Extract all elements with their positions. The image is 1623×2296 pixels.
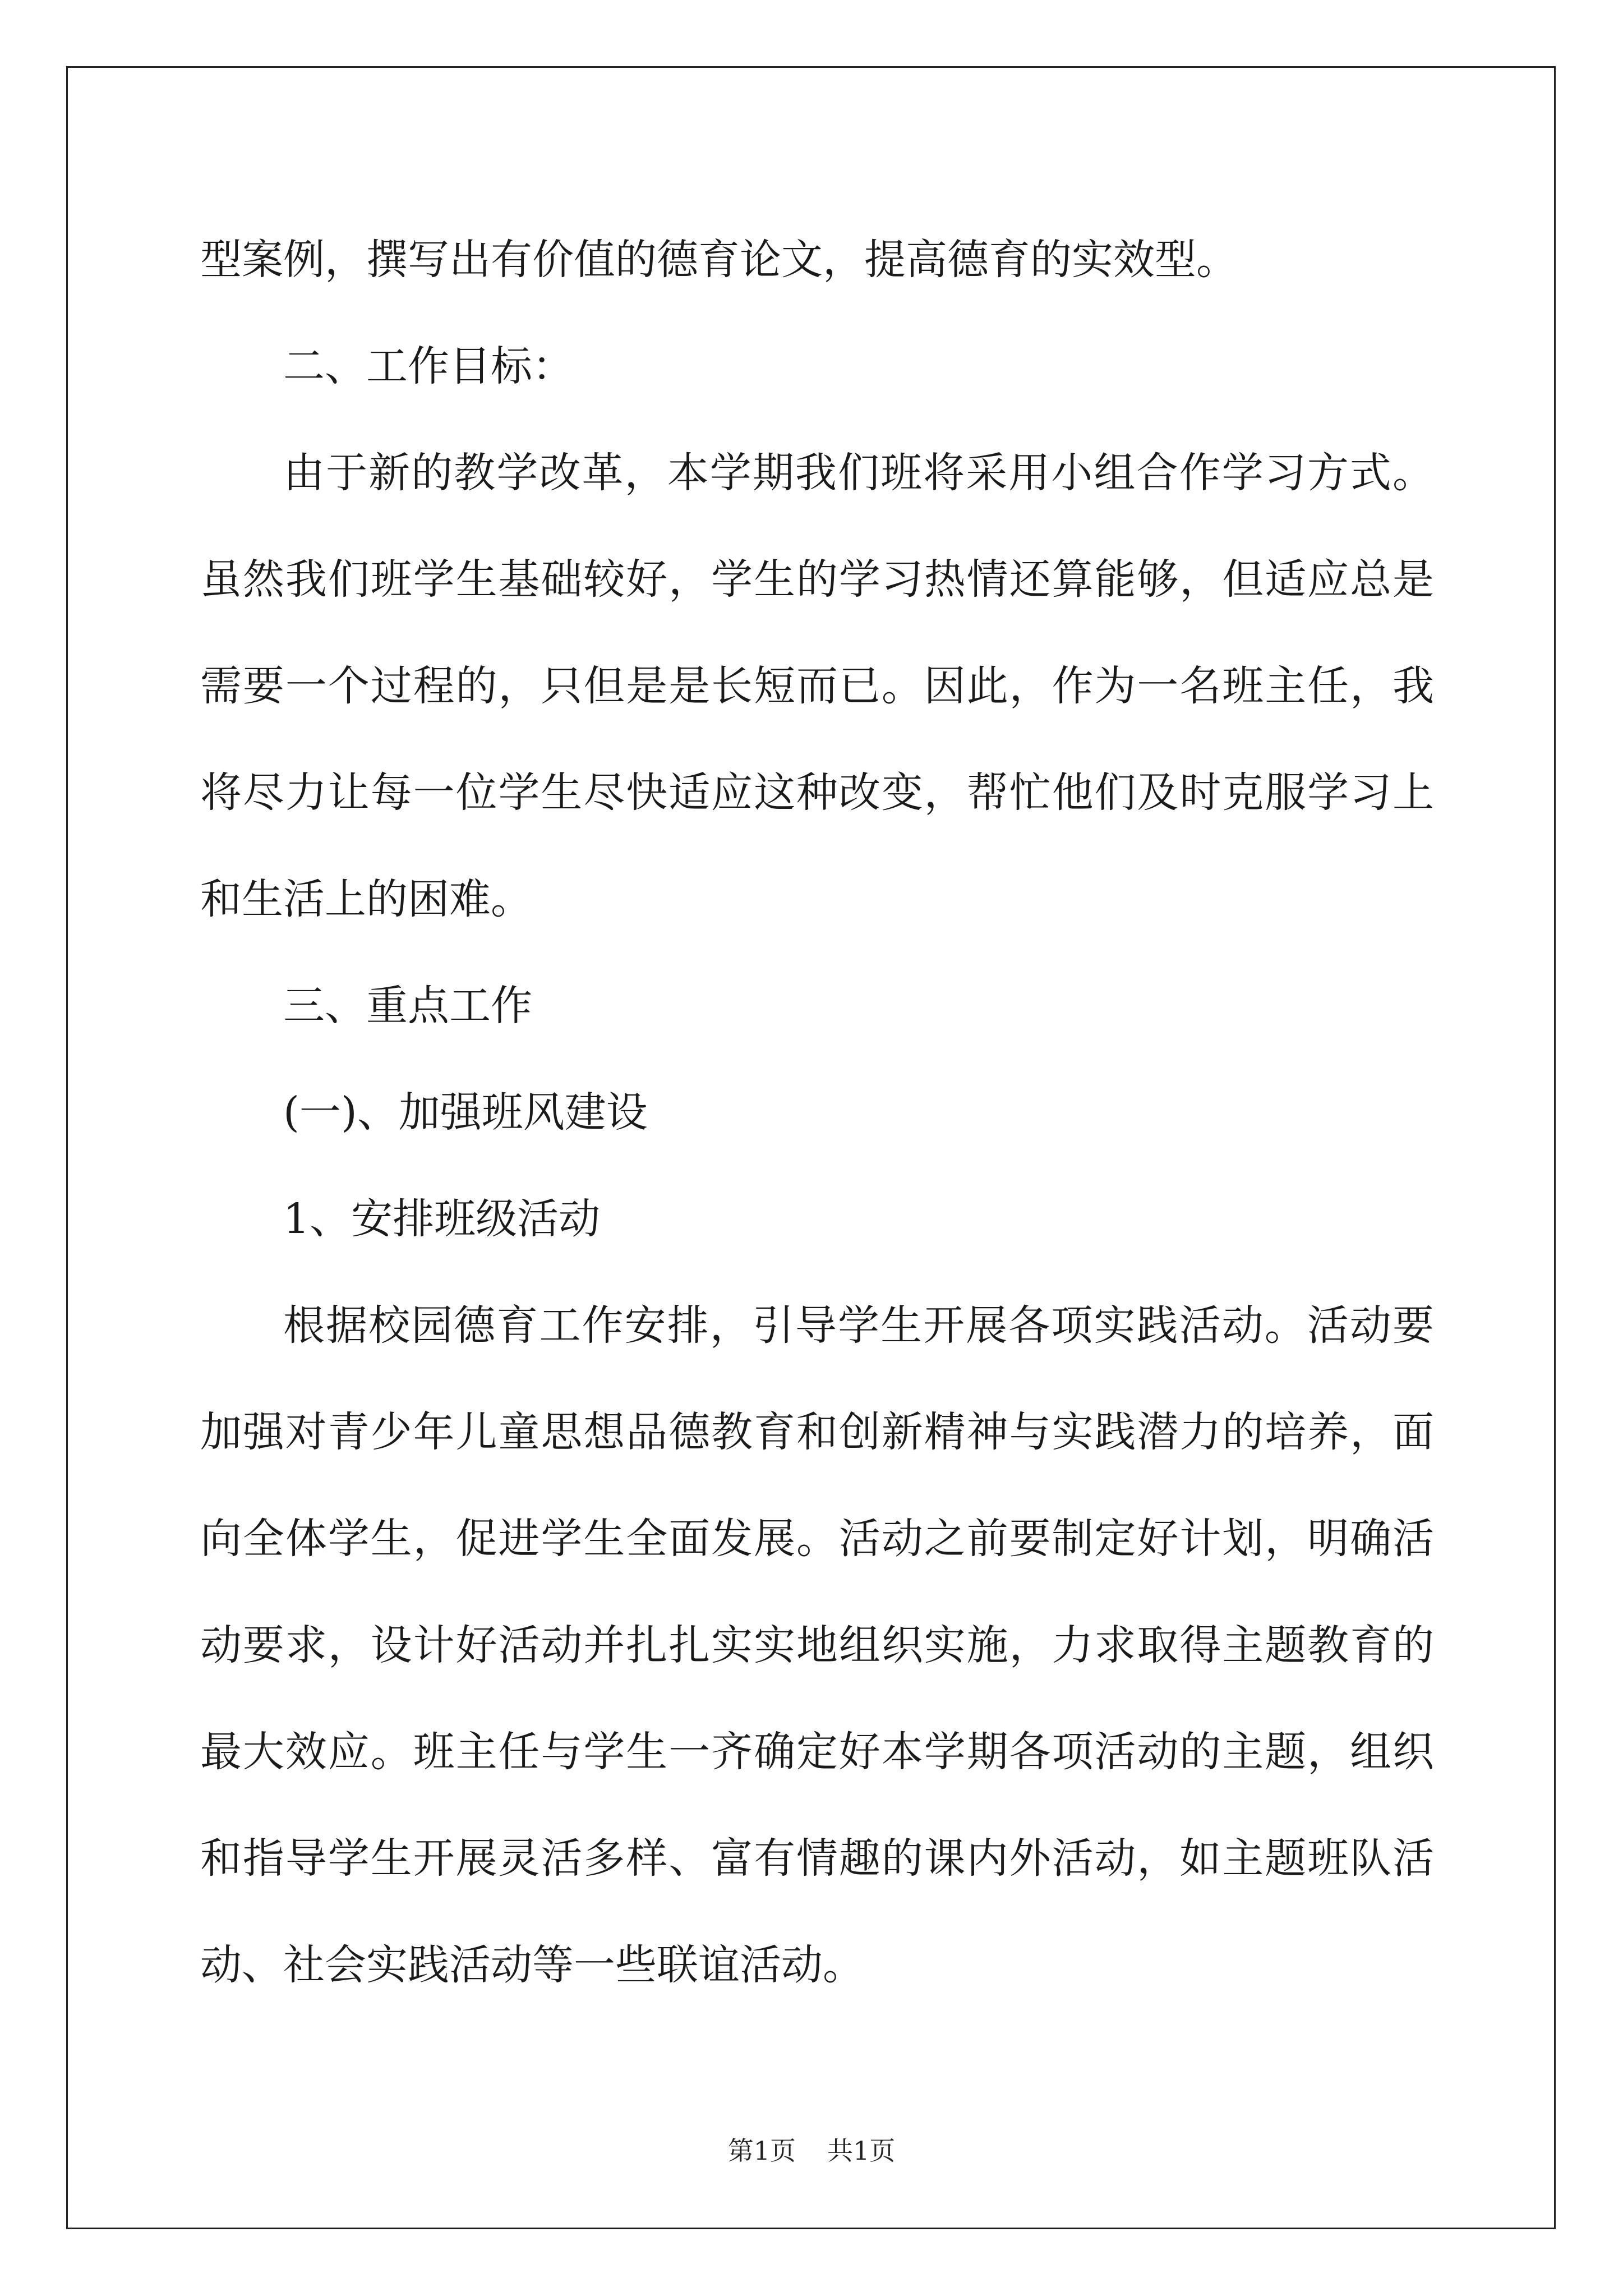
page-footer xyxy=(0,2134,1623,2168)
heading-work-goals: 二、工作目标： xyxy=(283,342,574,390)
page-total: 共1页 xyxy=(827,2136,896,2166)
heading-class-activities: 1、安排班级活动 xyxy=(283,1195,601,1243)
paragraph-activities: 根据校园德育工作安排，引导学生开展各项实践活动。活动要加强对青少年儿童思想品德教育和创新精神与实践潜力的培养，面向全体学生，促进学生全面发展。活动之前要制定好计划，明确活动要求，设计好活动并扎扎实实地组织实施，力求取得主题教育的最大效应。班主任与学生一齐确定好本学期各项活动的主题，组织和指导学生开展灵活多样、富有情趣的课内外活动，如主题班队活动、社会实践活动等一些联谊活动。 xyxy=(200,1301,1434,1989)
paragraph-case-study: 型案例，撰写出有价值的德育论文，提高德育的实效型。 xyxy=(200,236,1238,284)
paragraph-goals: 由于新的教学改革，本学期我们班将采用小组合作学习方式。虽然我们班学生基础较好，学生的学习热情还算能够，但适应总是需要一个过程的，只但是是长短而已。因此，作为一名班主任，我将尽力让每一位学生尽快适应这种改变，帮忙他们及时克服学习上和生活上的困难。 xyxy=(200,449,1434,923)
page-number: 第1页 xyxy=(727,2136,796,2166)
heading-key-work: 三、重点工作 xyxy=(283,982,532,1030)
heading-class-style: (一)、加强班风建设 xyxy=(283,1088,648,1137)
document-body xyxy=(200,206,1434,2018)
